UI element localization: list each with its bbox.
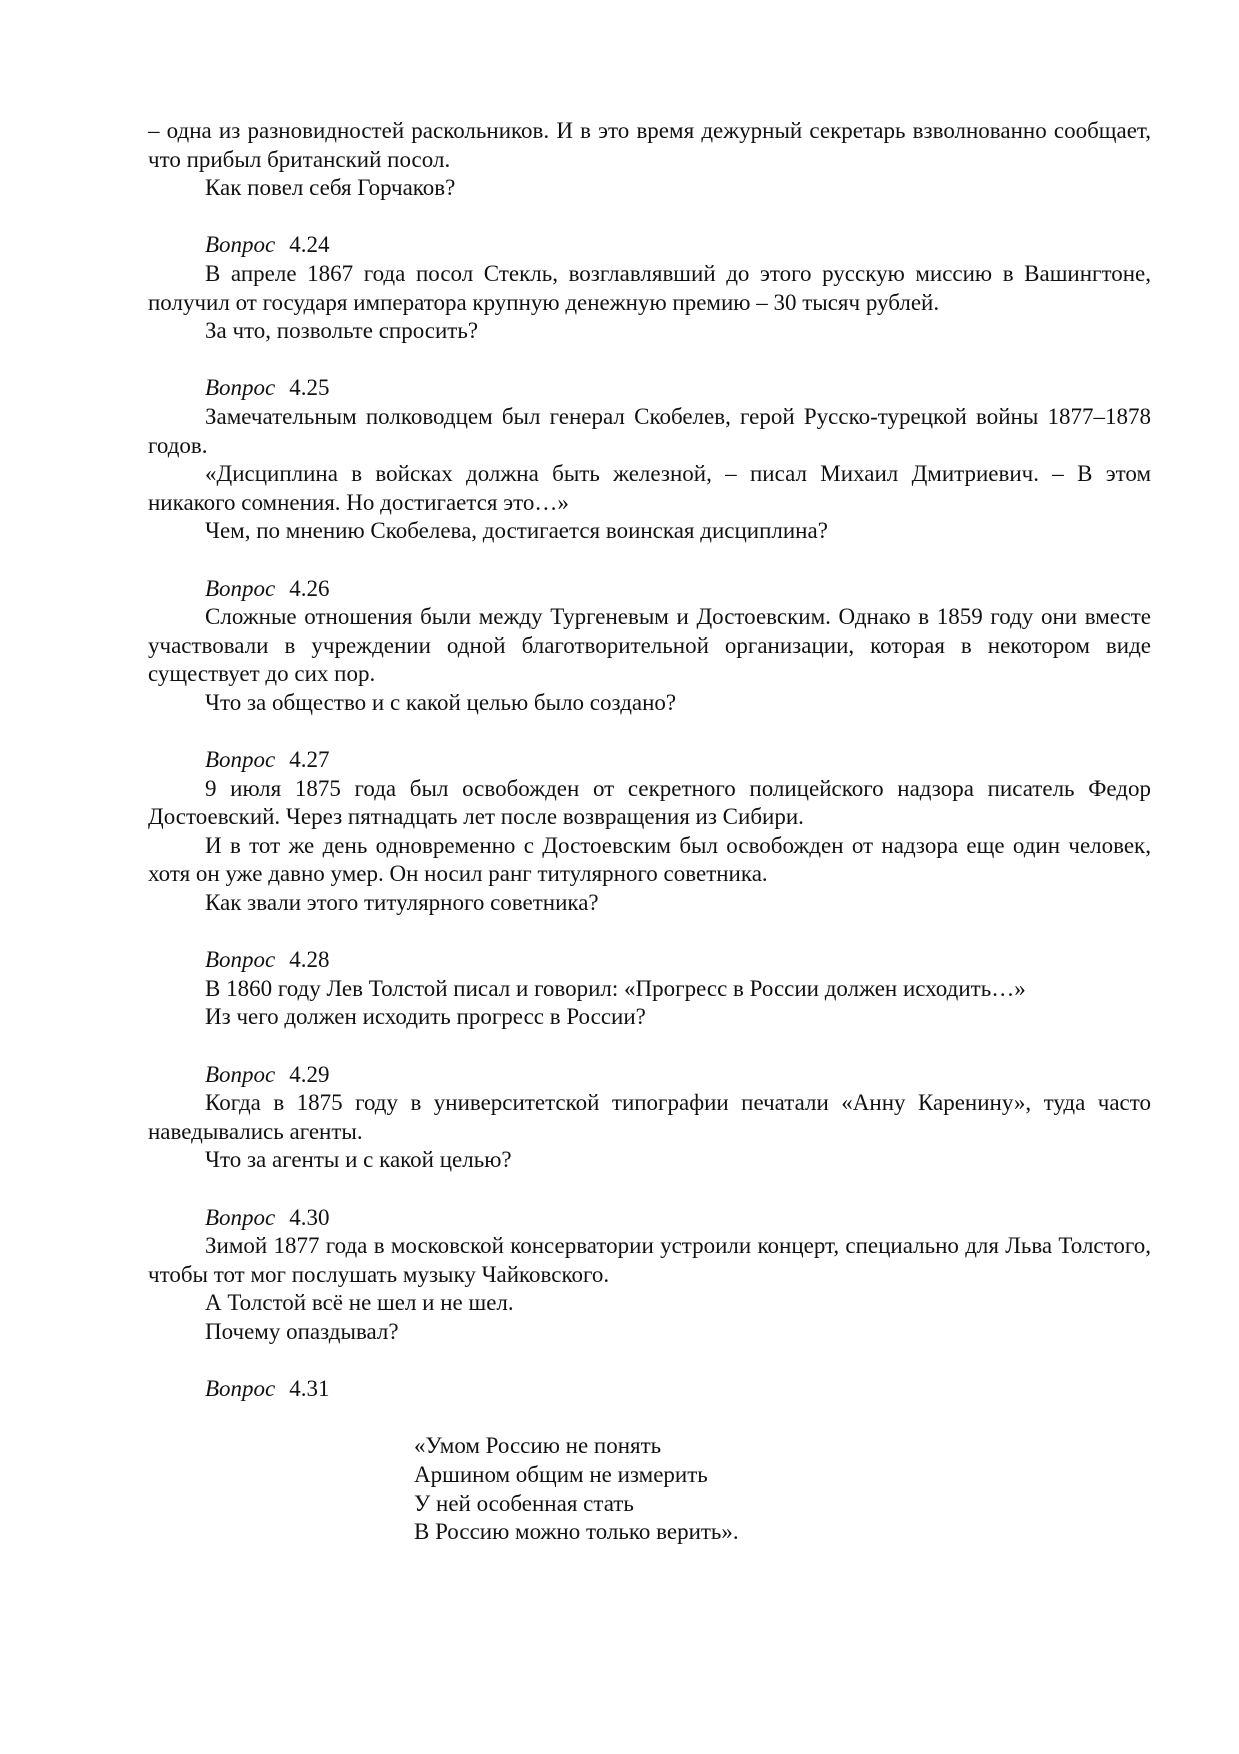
question-paragraph: Почему опаздывал? bbox=[205, 1318, 399, 1344]
question-paragraph: В 1860 году Лев Толстой писал и говорил: «Прогресс в России должен исходить…» bbox=[205, 975, 1026, 1001]
question-block bbox=[148, 374, 1151, 546]
poem-quote bbox=[414, 1432, 1151, 1546]
question-label: Вопрос bbox=[205, 375, 276, 401]
question-block bbox=[148, 231, 1151, 345]
question-block bbox=[148, 575, 1151, 718]
question-label: Вопрос bbox=[205, 1061, 276, 1087]
question-label: Вопрос bbox=[205, 1204, 276, 1230]
question-paragraph: Сложные отношения были между Тургеневым и Достоевским. Однако в 1859 году они вместе участвовали в учреждении одной благотворительной организации, которая в некотором виде существует до сих пор. bbox=[148, 604, 1151, 687]
question-label: Вопрос bbox=[205, 1376, 276, 1402]
question-paragraph: Как звали этого титулярного советника? bbox=[205, 890, 599, 916]
question-number: 4.26 bbox=[289, 575, 330, 601]
question-paragraph: Замечательным полководцем был генерал Скобелев, герой Русско-турецкой войны 1877–1878 годов. bbox=[148, 403, 1151, 458]
question-heading bbox=[148, 1204, 1151, 1233]
poem-line: В Россию можно только верить». bbox=[414, 1519, 739, 1545]
question-paragraph: Что за агенты и с какой целью? bbox=[205, 1147, 512, 1173]
question-label: Вопрос bbox=[205, 232, 276, 258]
question-heading bbox=[148, 575, 1151, 604]
poem-line: «Умом Россию не понять bbox=[414, 1433, 662, 1459]
question-paragraph: «Дисциплина в войсках должна быть железной, – писал Михаил Дмитриевич. – В этом никакого сомнения. Но достигается это…» bbox=[148, 461, 1151, 515]
question-block bbox=[148, 946, 1151, 1032]
question-number: 4.24 bbox=[289, 232, 330, 258]
question-paragraph: А Толстой всё не шел и не шел. bbox=[205, 1290, 514, 1316]
question-label: Вопрос bbox=[205, 575, 276, 601]
question-number: 4.30 bbox=[289, 1204, 330, 1230]
question-label: Вопрос bbox=[205, 947, 276, 973]
question-heading bbox=[148, 1375, 1151, 1404]
question-label: Вопрос bbox=[205, 747, 276, 773]
question-paragraph: Чем, по мнению Скобелева, достигается воинская дисциплина? bbox=[205, 518, 828, 544]
question-number: 4.31 bbox=[289, 1376, 330, 1402]
question-number: 4.27 bbox=[289, 747, 330, 773]
question-paragraph: И в тот же день одновременно с Достоевским был освобожден от надзора еще один человек, хотя он уже давно умер. Он носил ранг титулярного советника. bbox=[148, 832, 1151, 887]
poem-line: Аршином общим не измерить bbox=[414, 1461, 708, 1487]
question-paragraph: Зимой 1877 года в московской консерватории устроили концерт, специально для Льва Толстого, чтобы тот мог послушать музыку Чайковского. bbox=[148, 1233, 1151, 1287]
question-block bbox=[148, 746, 1151, 918]
question-block bbox=[148, 1375, 1151, 1404]
question-number: 4.29 bbox=[289, 1061, 330, 1087]
question-paragraph: Когда в 1875 году в университетской типографии печатали «Анну Каренину», туда часто наведывались агенты. bbox=[148, 1090, 1151, 1144]
question-block bbox=[148, 1204, 1151, 1347]
question-heading bbox=[148, 374, 1151, 403]
question-heading bbox=[148, 1061, 1151, 1090]
question-paragraph: Из чего должен исходить прогресс в России? bbox=[205, 1004, 646, 1030]
question-heading bbox=[148, 946, 1151, 975]
document-page bbox=[148, 117, 1151, 1547]
intro-question: Как повел себя Горчаков? bbox=[205, 175, 456, 201]
question-paragraph: В апреле 1867 года посол Стекль, возглавлявший до этого русскую миссию в Вашингтоне, получил от государя императора крупную денежную премию – 30 тысяч рублей. bbox=[148, 260, 1151, 315]
question-paragraph: 9 июля 1875 года был освобожден от секретного полицейского надзора писатель Федор Достоевский. Через пятнадцать лет после возвращения из Сибири. bbox=[148, 775, 1151, 830]
question-heading bbox=[148, 746, 1151, 775]
question-block bbox=[148, 1061, 1151, 1175]
intro-paragraph: – одна из разновидностей раскольников. И в это время дежурный секретарь взволнованно сообщает, что прибыл британский посол. bbox=[148, 118, 1151, 172]
question-number: 4.28 bbox=[289, 947, 330, 973]
question-paragraph: Что за общество и с какой целью было создано? bbox=[205, 689, 677, 715]
question-paragraph: За что, позвольте спросить? bbox=[205, 318, 479, 344]
question-heading bbox=[148, 231, 1151, 260]
question-number: 4.25 bbox=[289, 375, 330, 401]
poem-line: У ней особенная стать bbox=[414, 1490, 634, 1516]
